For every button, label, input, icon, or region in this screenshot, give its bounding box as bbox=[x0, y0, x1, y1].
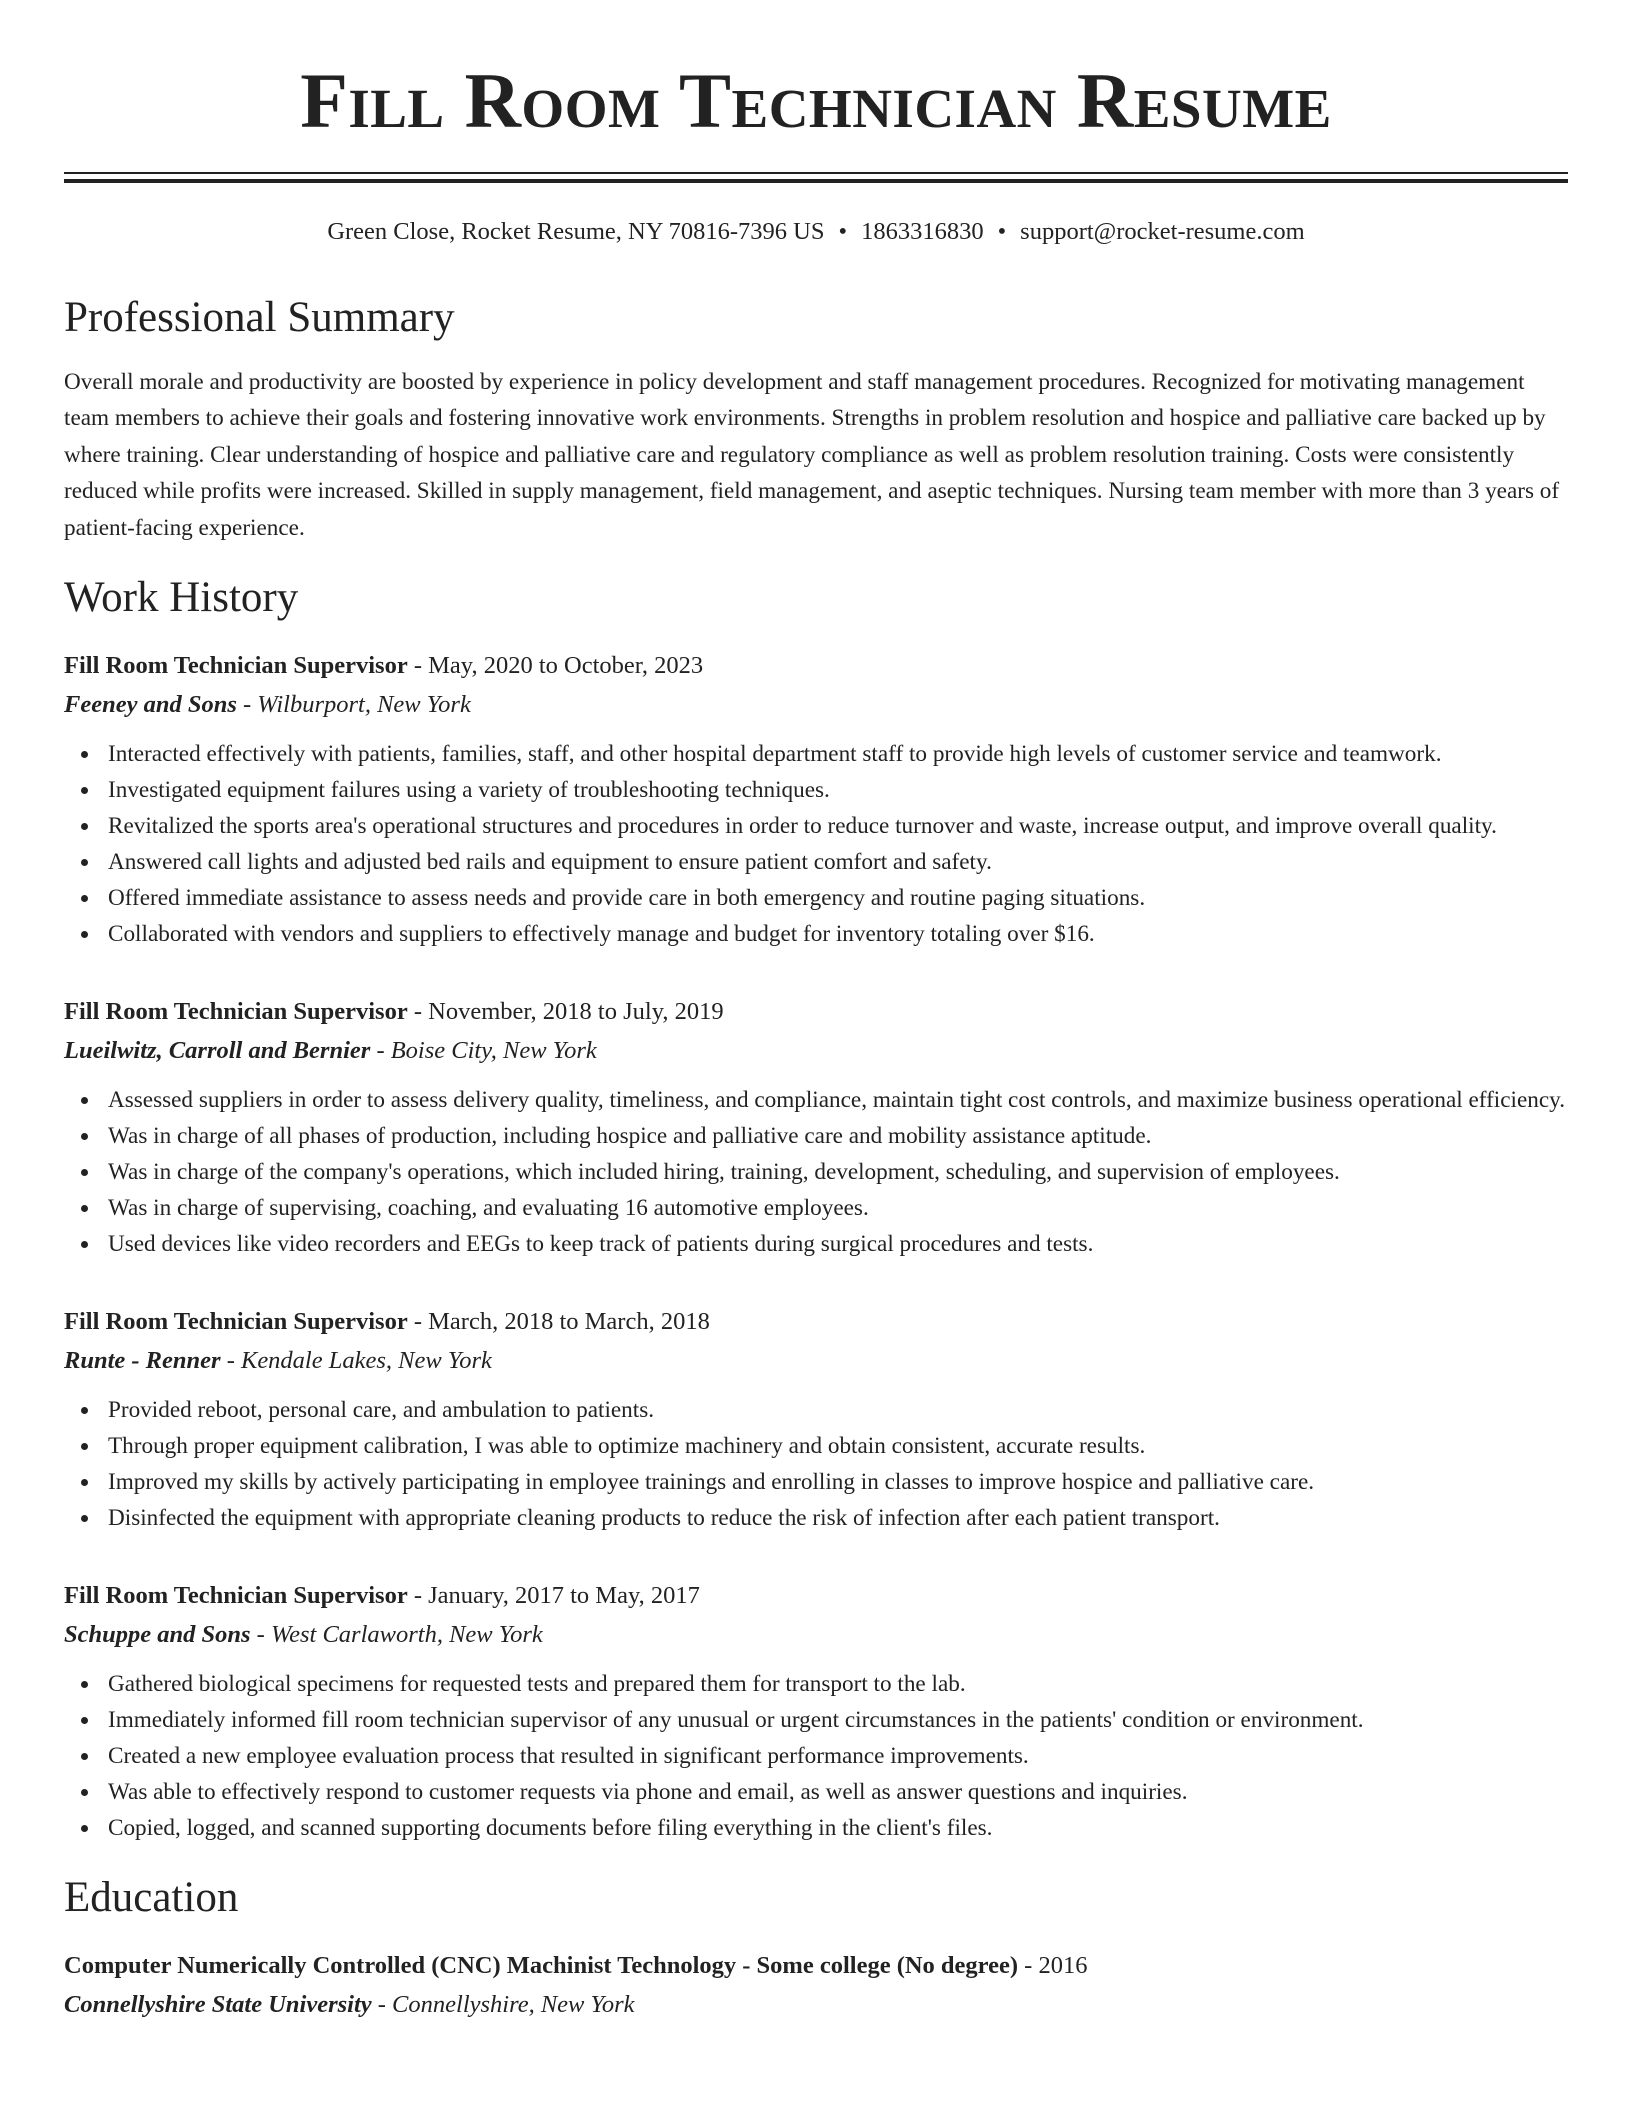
resume-title: Fill Room Technician Resume bbox=[300, 57, 1332, 144]
job-header bbox=[64, 646, 1568, 685]
education-entry bbox=[64, 1946, 1568, 2024]
education-heading: Education bbox=[64, 1874, 239, 1922]
education-location: - Connellyshire, New York bbox=[371, 1990, 635, 2018]
job-location: - West Carlaworth, New York bbox=[250, 1621, 543, 1649]
job-dates: - January, 2017 to May, 2017 bbox=[407, 1582, 700, 1610]
education-school-line bbox=[64, 1985, 1568, 2024]
bullet-item: Through proper equipment calibration, I was able to optimize machinery and obtain consistent, accurate results. bbox=[108, 1428, 1568, 1464]
job-dates: - March, 2018 to March, 2018 bbox=[407, 1308, 710, 1336]
bullet-item: Was in charge of supervising, coaching, and evaluating 16 automotive employees. bbox=[108, 1190, 1568, 1226]
bullet-item: Copied, logged, and scanned supporting documents before filing everything in the client's files. bbox=[108, 1810, 1568, 1846]
bullet-item: Was able to effectively respond to customer requests via phone and email, as well as answer questions and inquiries. bbox=[108, 1774, 1568, 1810]
title-double-rule bbox=[64, 172, 1568, 183]
contact-phone: 1863316830 bbox=[861, 218, 984, 245]
job-company: Lueilwitz, Carroll and Bernier bbox=[64, 1037, 371, 1065]
education-header bbox=[64, 1946, 1568, 1985]
education-school: Connellyshire State University bbox=[64, 1990, 372, 2018]
job-company-line bbox=[64, 1341, 1568, 1380]
job-dates: - May, 2020 to October, 2023 bbox=[407, 652, 704, 680]
job-entry bbox=[64, 992, 1568, 1262]
job-company-line bbox=[64, 1615, 1568, 1654]
job-title: Fill Room Technician Supervisor bbox=[64, 998, 408, 1026]
bullet-item: Provided reboot, personal care, and ambulation to patients. bbox=[108, 1392, 1568, 1428]
job-entry bbox=[64, 1302, 1568, 1536]
job-entry bbox=[64, 646, 1568, 952]
job-location: - Wilburport, New York bbox=[236, 691, 471, 719]
education-degree: Computer Numerically Controlled (CNC) Machinist Technology - Some college (No degree) bbox=[64, 1951, 1019, 1979]
job-bullets bbox=[64, 1392, 1568, 1536]
job-company: Feeney and Sons bbox=[64, 691, 237, 719]
bullet-item: Was in charge of all phases of production, including hospice and palliative care and mobility assistance aptitude. bbox=[108, 1118, 1568, 1154]
job-company-line bbox=[64, 1031, 1568, 1070]
bullet-item: Created a new employee evaluation process that resulted in significant performance improvements. bbox=[108, 1738, 1568, 1774]
contact-separator: • bbox=[838, 218, 848, 245]
job-header bbox=[64, 1576, 1568, 1615]
contact-line bbox=[64, 217, 1568, 246]
bullet-item: Improved my skills by actively participating in employee trainings and enrolling in classes to improve hospice and palliative care. bbox=[108, 1464, 1568, 1500]
bullet-item: Gathered biological specimens for requested tests and prepared them for transport to the lab. bbox=[108, 1666, 1568, 1702]
job-bullets bbox=[64, 1666, 1568, 1846]
work-history-heading: Work History bbox=[64, 574, 299, 622]
bullet-item: Collaborated with vendors and suppliers to effectively manage and budget for inventory totaling over $16. bbox=[108, 916, 1568, 952]
bullet-item: Revitalized the sports area's operational structures and procedures in order to reduce turnover and waste, increase output, and improve overall quality. bbox=[108, 808, 1568, 844]
education-year: - 2016 bbox=[1018, 1951, 1088, 1979]
job-company: Schuppe and Sons bbox=[64, 1621, 251, 1649]
bullet-item: Answered call lights and adjusted bed rails and equipment to ensure patient comfort and safety. bbox=[108, 844, 1568, 880]
bullet-item: Used devices like video recorders and EEGs to keep track of patients during surgical procedures and tests. bbox=[108, 1226, 1568, 1262]
contact-separator: • bbox=[997, 218, 1007, 245]
bullet-item: Assessed suppliers in order to assess delivery quality, timeliness, and compliance, maintain tight cost controls, and maximize business operational efficiency. bbox=[108, 1082, 1568, 1118]
bullet-item: Interacted effectively with patients, families, staff, and other hospital department staff to provide high levels of customer service and teamwork. bbox=[108, 736, 1568, 772]
bullet-item: Immediately informed fill room technician supervisor of any unusual or urgent circumstances in the patients' condition or environment. bbox=[108, 1702, 1568, 1738]
job-location: - Boise City, New York bbox=[370, 1037, 597, 1065]
bullet-item: Investigated equipment failures using a variety of troubleshooting techniques. bbox=[108, 772, 1568, 808]
bullet-item: Offered immediate assistance to assess needs and provide care in both emergency and routine paging situations. bbox=[108, 880, 1568, 916]
summary-text: Overall morale and productivity are boosted by experience in policy development and staff management procedures. Recognized for motivating management team members to achieve their goals and fostering innovative work environments. Strengths in problem resolution and hospice and palliative care backed up by where training. Clear understanding of hospice and palliative care and regulatory compliance as well as problem resolution training. Costs were consistently reduced while profits were increased. Skilled in supply management, field management, and aseptic techniques. Nursing team member with more than 3 years of patient-facing experience. bbox=[64, 368, 1560, 541]
job-dates: - November, 2018 to July, 2019 bbox=[407, 998, 724, 1026]
job-bullets bbox=[64, 1082, 1568, 1262]
job-title: Fill Room Technician Supervisor bbox=[64, 652, 408, 680]
job-entry bbox=[64, 1576, 1568, 1846]
bullet-item: Was in charge of the company's operations, which included hiring, training, development, scheduling, and supervision of employees. bbox=[108, 1154, 1568, 1190]
job-company: Runte - Renner bbox=[64, 1347, 221, 1375]
job-title: Fill Room Technician Supervisor bbox=[64, 1308, 408, 1336]
job-location: - Kendale Lakes, New York bbox=[220, 1347, 492, 1375]
contact-address: Green Close, Rocket Resume, NY 70816-7396 US bbox=[327, 218, 825, 245]
job-header bbox=[64, 1302, 1568, 1341]
job-title: Fill Room Technician Supervisor bbox=[64, 1582, 408, 1610]
job-bullets bbox=[64, 736, 1568, 952]
summary-heading: Professional Summary bbox=[64, 294, 455, 342]
job-header bbox=[64, 992, 1568, 1031]
job-company-line bbox=[64, 685, 1568, 724]
bullet-item: Disinfected the equipment with appropriate cleaning products to reduce the risk of infection after each patient transport. bbox=[108, 1500, 1568, 1536]
contact-email: support@rocket-resume.com bbox=[1020, 218, 1305, 245]
